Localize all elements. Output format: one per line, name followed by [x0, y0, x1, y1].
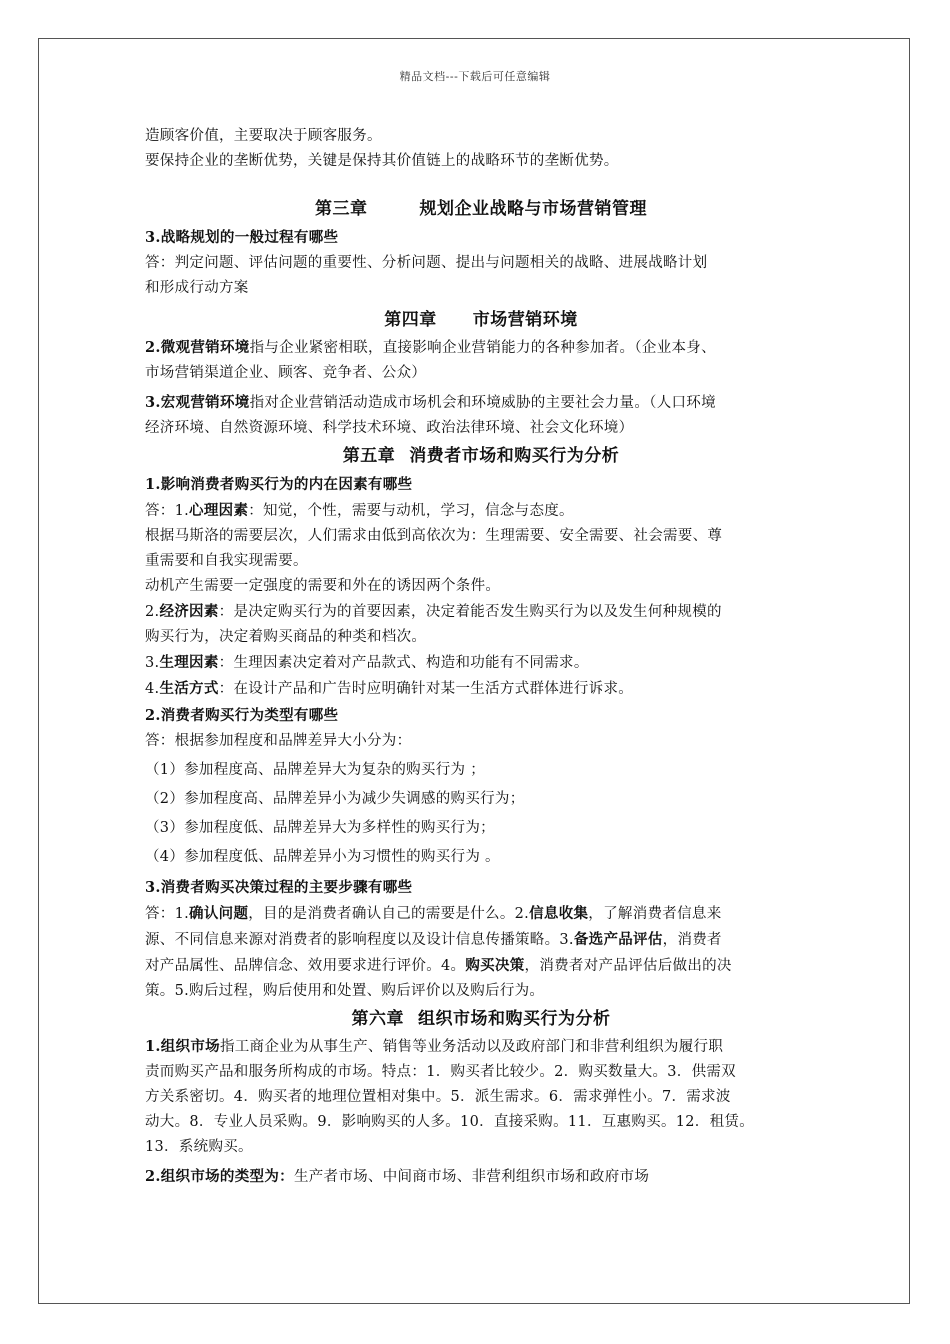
answer-line: 源、不同信息来源对消费者的影响程度以及设计信息传播策略。3.备选产品评估，消费者 [145, 931, 722, 948]
intro-line: 造顾客价值，主要取决于顾客服务。 [145, 128, 382, 144]
answer-line: 重需要和自我实现需要。 [145, 553, 308, 569]
answer-line: 4.生活方式：在设计产品和广告时应明确针对某一生活方式群体进行诉求。 [145, 680, 634, 697]
chapter-number: 第六章 [351, 1009, 404, 1029]
chapter-title: 消费者市场和购买行为分析 [409, 446, 620, 466]
definition-line: 经济环境、自然资源环境、科学技术环境、政治法律环境、社会文化环境） [145, 420, 634, 436]
definition-paragraph: 1.组织市场指工商企业为从事生产、销售等业务活动以及政府部门和非营利组织为履行职 [145, 1038, 724, 1055]
term: 2.组织市场的类型为： [145, 1168, 294, 1185]
list-item: （3）参加程度低、品牌差异大为多样性的购买行为； [145, 820, 495, 836]
chapter-number: 第四章 [384, 310, 437, 330]
definition-line: 13．系统购买。 [145, 1139, 253, 1155]
definition-paragraph: 2.组织市场的类型为：生产者市场、中间商市场、非营利组织市场和政府市场 [145, 1168, 650, 1185]
page-header: 精品文档---下载后可任意编辑 [399, 70, 551, 83]
term: 经济因素 [159, 603, 219, 620]
definition-line: 市场营销渠道企业、顾客、竞争者、公众） [145, 365, 427, 381]
intro-line: 要保持企业的垄断优势，关键是保持其价值链上的战略环节的垄断优势。 [145, 153, 619, 169]
definition-paragraph: 3.宏观营销环境指对企业营销活动造成市场机会和环境威胁的主要社会力量。（人口环境 [145, 394, 716, 411]
term: 生理因素 [159, 654, 219, 671]
question-heading: 1.影响消费者购买行为的内在因素有哪些 [145, 476, 413, 493]
document-body [145, 124, 817, 1190]
answer-line: 策。5.购后过程，购后使用和处置、购后评价以及购后行为。 [145, 983, 545, 999]
term: 宏观营销环境 [160, 394, 250, 411]
chapter-title: 市场营销环境 [472, 310, 578, 330]
chapter-5-heading [145, 441, 817, 471]
term: 购买决策 [465, 957, 525, 974]
chapter-title: 组织市场和购买行为分析 [418, 1009, 611, 1029]
list-item: （2）参加程度高、品牌差异小为减少失调感的购买行为； [145, 791, 525, 807]
question-heading: 2.消费者购买行为类型有哪些 [145, 707, 339, 724]
answer-line: 答：1.心理因素：知觉，个性，需要与动机，学习，信念与态度。 [145, 502, 574, 519]
question-heading: 3.战略规划的一般过程有哪些 [145, 229, 339, 246]
definition-line: 方关系密切。4．购买者的地理位置相对集中。5．派生需求。6．需求弹性小。7．需求波 [145, 1089, 731, 1105]
answer-line: 答：根据参加程度和品牌差异大小分为： [145, 733, 412, 749]
term: 生活方式 [159, 680, 219, 697]
answer-line: 对产品属性、品牌信念、效用要求进行评价。4。购买决策，消费者对产品评估后做出的决 [145, 957, 732, 974]
definition-line: 责而购买产品和服务所构成的市场。特点：1．购买者比较少。2．购买数量大。3．供需双 [145, 1064, 736, 1080]
chapter-4-heading [145, 305, 817, 335]
answer-line: 答：判定问题、评估问题的重要性、分析问题、提出与问题相关的战略、进展战略计划 [145, 255, 708, 271]
chapter-title: 规划企业战略与市场营销管理 [419, 199, 647, 219]
question-heading: 3.消费者购买决策过程的主要步骤有哪些 [145, 879, 413, 896]
chapter-number: 第五章 [342, 446, 396, 466]
term: 微观营销环境 [160, 339, 250, 356]
term: 心理因素 [189, 502, 249, 519]
chapter-number: 第三章 [315, 199, 368, 219]
answer-line: 动机产生需要一定强度的需要和外在的诱因两个条件。 [145, 578, 501, 594]
definition-paragraph: 2.微观营销环境指与企业紧密相联，直接影响企业营销能力的各种参加者。（企业本身、 [145, 339, 716, 356]
answer-line: 和形成行动方案 [145, 280, 249, 296]
answer-line: 购买行为，决定着购买商品的种类和档次。 [145, 629, 427, 645]
answer-line: 3.生理因素：生理因素决定着对产品款式、构造和功能有不同需求。 [145, 654, 589, 671]
term: 备选产品评估 [573, 931, 663, 948]
list-item: （4）参加程度低、品牌差异小为习惯性的购买行为 。 [145, 849, 500, 865]
chapter-3-heading [145, 194, 817, 224]
term: 1.组织市场 [145, 1038, 220, 1055]
answer-line: 2.经济因素：是决定购买行为的首要因素，决定着能否发生购买行为以及发生何种规模的 [145, 603, 722, 620]
term: 确认问题 [189, 905, 249, 922]
answer-line: 根据马斯洛的需要层次，人们需求由低到高依次为：生理需要、安全需要、社会需要、尊 [145, 528, 723, 544]
definition-line: 动大。8．专业人员采购。9．影响购买的人多。10．直接采购。11．互惠购买。12．租赁。 [145, 1114, 754, 1130]
chapter-6-heading [145, 1004, 817, 1034]
answer-line: 答：1.确认问题，目的是消费者确认自己的需要是什么。2.信息收集，了解消费者信息来 [145, 905, 722, 922]
term: 信息收集 [529, 905, 589, 922]
list-item: （1）参加程度高、品牌差异大为复杂的购买行为 ； [145, 762, 486, 778]
